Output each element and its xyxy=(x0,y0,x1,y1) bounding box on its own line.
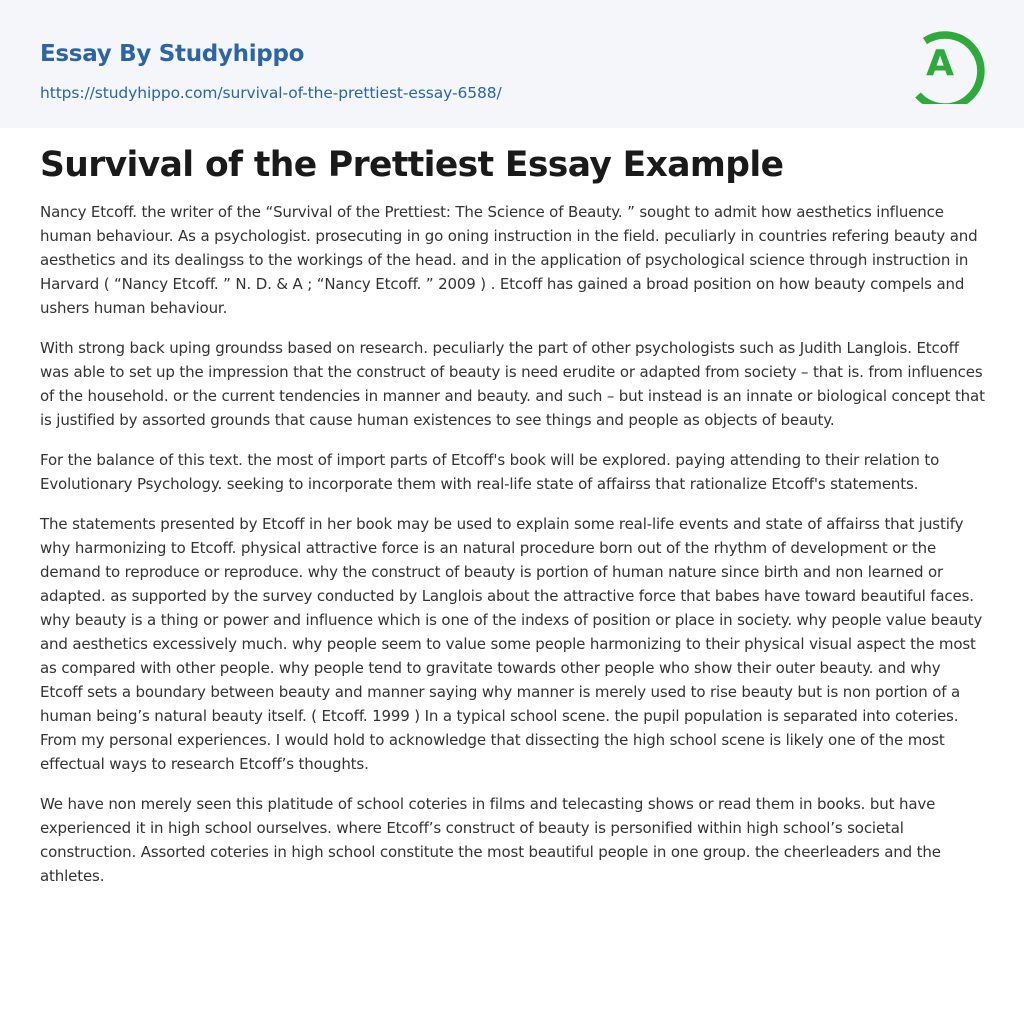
essay-paragraph: Nancy Etcoff. the writer of the “Survival of the Prettiest: The Science of Beauty. ” sought to admit how aesthetics influence human behaviour. As a psychologist. prosecuting in go oning instruction in the field. peculiarly in countries refering beauty and aesthetics and its dealingss to the workings of the head. and in the application of psychological science through instruction in Harvard ( “Nancy Etcoff. ” N. D. & A ; “Nancy Etcoff. ” 2009 ) . Etcoff has gained a broad position on how beauty compels and ushers human behaviour. xyxy=(40,203,978,317)
essay-paragraph: The statements presented by Etcoff in her book may be used to explain some real-life events and state of affairss that justify why harmonizing to Etcoff. physical attractive force is an natural procedure born out of the rhythm of development or the demand to reproduce or reproduce. why the construct of beauty is portion of human nature since birth and non learned or adapted. as supported by the survey conducted by Langlois about the attractive force that babes have toward beautiful faces. why beauty is a thing or power and influence which is one of the indexs of position or place in society. why people value beauty and aesthetics excessively much. why people seem to value some people harmonizing to their physical visual aspect the most as compared with other people. why people tend to gravitate towards other people who show their outer beauty. and why Etcoff sets a boundary between beauty and manner saying why manner is merely used to rise beauty but is non portion of a human being’s natural beauty itself. ( Etcoff. 1999 ) In a typical school scene. the pupil population is separated into coteries. From my personal experiences. I would hold to acknowledge that dissecting the high school scene is likely one of the most effectual ways to research Etcoff’s thoughts. xyxy=(40,515,983,773)
site-header xyxy=(0,0,1024,128)
essay-paragraph: We have non merely seen this platitude of school coteries in films and telecasting shows or read them in books. but have experienced it in high school ourselves. where Etcoff’s construct of beauty is personified within high school’s societal construction. Assorted coteries in high school constitute the most beautiful people in one group. the cheerleaders and the athletes. xyxy=(40,795,941,885)
essay-paragraph: With strong back uping groundss based on research. peculiarly the part of other psychologists such as Judith Langlois. Etcoff was able to set up the impression that the construct of beauty is need erudite or adapted from society – that is. from influences of the household. or the current tendencies in manner and beauty. and such – but instead is an innate or biological concept that is justified by assorted grounds that cause human existences to see things and people as objects of beauty. xyxy=(40,339,985,429)
page-title: Survival of the Prettiest Essay Example xyxy=(40,145,784,185)
essay-body xyxy=(40,200,985,904)
essay-url-link[interactable]: https://studyhippo.com/survival-of-the-prettiest-essay-6588/ xyxy=(40,84,502,102)
studyhippo-logo-icon[interactable] xyxy=(912,20,986,104)
logo-letter: A xyxy=(926,43,954,84)
site-brand[interactable]: Essay By Studyhippo xyxy=(40,41,305,67)
essay-paragraph: For the balance of this text. the most of import parts of Etcoff's book will be explored. paying attending to their relation to Evolutionary Psychology. seeking to incorporate them with real-life state of affairss that rationalize Etcoff's statements. xyxy=(40,451,940,493)
